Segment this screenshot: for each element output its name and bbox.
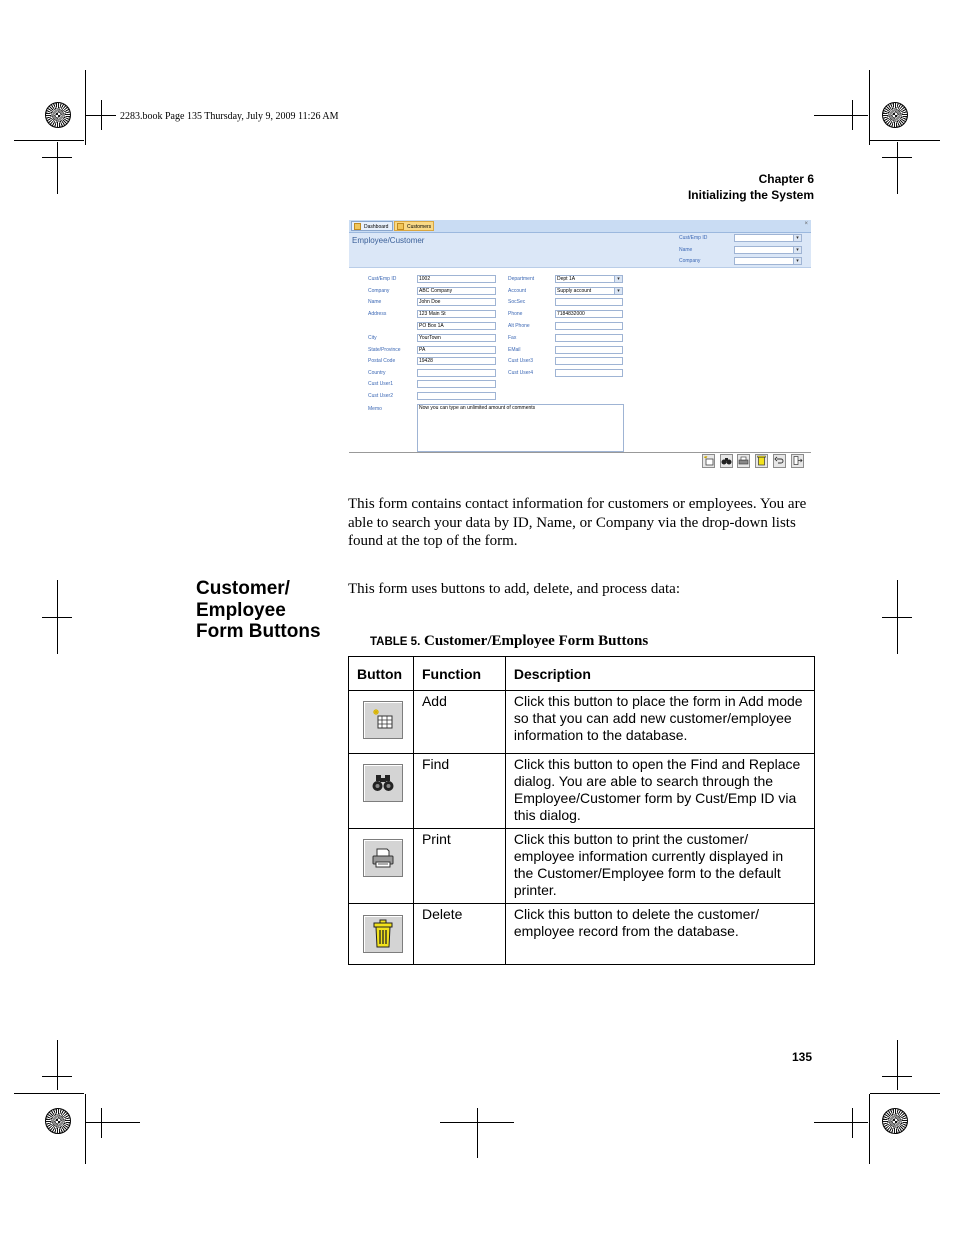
table-number: TABLE 5.: [370, 636, 421, 648]
add-record-icon: [370, 707, 396, 733]
field-input[interactable]: [555, 322, 623, 330]
chapter-title: Initializing the System: [687, 188, 814, 202]
field-dropdown[interactable]: Dept 1A ▾: [555, 275, 623, 283]
field-input[interactable]: PA: [417, 346, 496, 354]
field-input[interactable]: PO Box 1A: [417, 322, 496, 330]
description-cell: Click this button to print the customer/ employee information currently displayed in the Customer/Employee form to the default printer.: [505, 829, 814, 904]
field-label: Address: [368, 311, 387, 317]
table-header-row: [349, 657, 815, 691]
printer-icon: [738, 455, 749, 466]
close-form-button[interactable]: [791, 454, 804, 468]
field-input[interactable]: YourTown: [417, 334, 496, 342]
print-slug: 2283.book Page 135 Thursday, July 9, 2009 11:26 AM: [120, 111, 339, 122]
running-head: [600, 172, 814, 202]
column-header: Description: [505, 657, 814, 691]
divider: [349, 452, 811, 453]
memo-field[interactable]: Now you can type an unlimited amount of comments: [417, 404, 624, 452]
chevron-down-icon: ▾: [793, 235, 801, 241]
field-input[interactable]: 7184832000: [555, 310, 623, 318]
chapter-label: Chapter 6: [758, 172, 814, 186]
add-record-button[interactable]: [702, 454, 715, 468]
form-icon: [397, 223, 404, 230]
lookup-name-dropdown[interactable]: [734, 246, 802, 254]
undo-button[interactable]: [773, 454, 786, 468]
field-label: Cust User1: [368, 381, 394, 387]
field-label: Postal Code: [368, 358, 396, 364]
form-title: Employee/Customer: [352, 236, 425, 245]
exit-door-icon: [792, 455, 803, 466]
trash-can-icon: [370, 919, 396, 949]
description-cell: Click this button to delete the customer/ employee record from the database.: [505, 904, 814, 965]
function-cell: Print: [413, 829, 505, 904]
column-header: Function: [413, 657, 505, 691]
field-label: Company: [368, 288, 390, 294]
field-input[interactable]: [555, 346, 623, 354]
description-cell: Click this button to place the form in Add mode so that you can add new customer/employee information to the database.: [505, 691, 814, 754]
delete-button-image: [363, 915, 403, 953]
tab-strip: [349, 220, 811, 233]
tab-dashboard[interactable]: Dashboard: [351, 221, 393, 231]
lookup-label: Cust/Emp ID: [679, 235, 708, 241]
lookup-id-dropdown[interactable]: [734, 234, 802, 242]
field-label: Name: [368, 299, 382, 305]
binoculars-icon: [370, 770, 396, 796]
trash-can-icon: [756, 455, 767, 466]
field-label: Phone: [508, 311, 523, 317]
function-cell: Find: [413, 754, 505, 829]
field-label: Cust User3: [508, 358, 534, 364]
print-button-image: [363, 839, 403, 877]
field-label: Department: [508, 276, 535, 282]
field-label: Alt Phone: [508, 323, 530, 329]
print-button[interactable]: [737, 454, 750, 468]
printer-icon: [370, 845, 396, 871]
chevron-down-icon: ▾: [793, 258, 801, 264]
chevron-down-icon: ▾: [793, 247, 801, 253]
description-cell: Click this button to open the Find and Replace dialog. You are able to search through the Employee/Customer form by Cust/Emp ID via this dialog.: [505, 754, 814, 829]
undo-icon: [774, 455, 785, 466]
field-label: Cust/Emp ID: [368, 276, 397, 282]
field-label: Cust User4: [508, 370, 534, 376]
field-label: Cust User2: [368, 393, 394, 399]
function-cell: Delete: [413, 904, 505, 965]
field-label: State/Province: [368, 347, 401, 353]
tab-customers[interactable]: Customers: [394, 221, 434, 231]
lookup-company-dropdown[interactable]: [734, 257, 802, 265]
form-icon: [354, 223, 361, 230]
section-heading: Customer/ Employee Form Buttons: [196, 578, 321, 642]
form-screenshot: [349, 220, 811, 472]
intro-paragraph: This form contains contact information for customers or employees. You are able to search your data by ID, Name, or Company via the drop-down lists found at the top of the form.: [348, 496, 807, 549]
find-button[interactable]: [720, 454, 733, 468]
table-row: [349, 691, 815, 754]
page-number: 135: [792, 1050, 813, 1064]
field-input[interactable]: [417, 392, 496, 400]
field-label: Account: [508, 288, 527, 294]
field-input[interactable]: John Doe: [417, 298, 496, 306]
field-label: Fax: [508, 335, 517, 341]
field-input[interactable]: [555, 298, 623, 306]
lookup-label: Company: [679, 258, 701, 264]
button-cell: [349, 754, 414, 829]
close-icon[interactable]: ×: [804, 221, 808, 227]
field-input[interactable]: [555, 334, 623, 342]
column-header: Button: [349, 657, 414, 691]
section-paragraph: This form uses buttons to add, delete, and process data:: [348, 581, 681, 597]
field-label: Country: [368, 370, 386, 376]
memo-label: Memo: [368, 406, 382, 412]
chevron-down-icon: ▾: [614, 276, 622, 282]
field-label: City: [368, 335, 377, 341]
field-dropdown[interactable]: Supply account ▾: [555, 287, 623, 295]
lookup-label: Name: [679, 247, 693, 253]
table-caption: [370, 633, 648, 650]
button-cell: [349, 691, 414, 754]
field-input[interactable]: 19428: [417, 357, 496, 365]
delete-button[interactable]: [755, 454, 768, 468]
field-input[interactable]: [417, 380, 496, 388]
field-input[interactable]: [555, 357, 623, 365]
button-cell: [349, 829, 414, 904]
table-row: [349, 754, 815, 829]
table-row: [349, 904, 815, 965]
field-input[interactable]: 1002: [417, 275, 496, 283]
chevron-down-icon: ▾: [614, 288, 622, 294]
field-label: SocSec: [508, 299, 526, 305]
field-input[interactable]: [555, 369, 623, 377]
button-cell: [349, 904, 414, 965]
field-label: EMail: [508, 347, 521, 353]
binoculars-icon: [721, 455, 732, 466]
add-button-image: [363, 701, 403, 739]
field-input[interactable]: [417, 369, 496, 377]
function-cell: Add: [413, 691, 505, 754]
find-button-image: [363, 764, 403, 802]
add-record-icon: [703, 455, 714, 466]
table-row: [349, 829, 815, 904]
field-input[interactable]: 123 Main St: [417, 310, 496, 318]
buttons-table: [348, 656, 815, 965]
field-input[interactable]: ABC Company: [417, 287, 496, 295]
table-title: Customer/Employee Form Buttons: [424, 633, 649, 649]
